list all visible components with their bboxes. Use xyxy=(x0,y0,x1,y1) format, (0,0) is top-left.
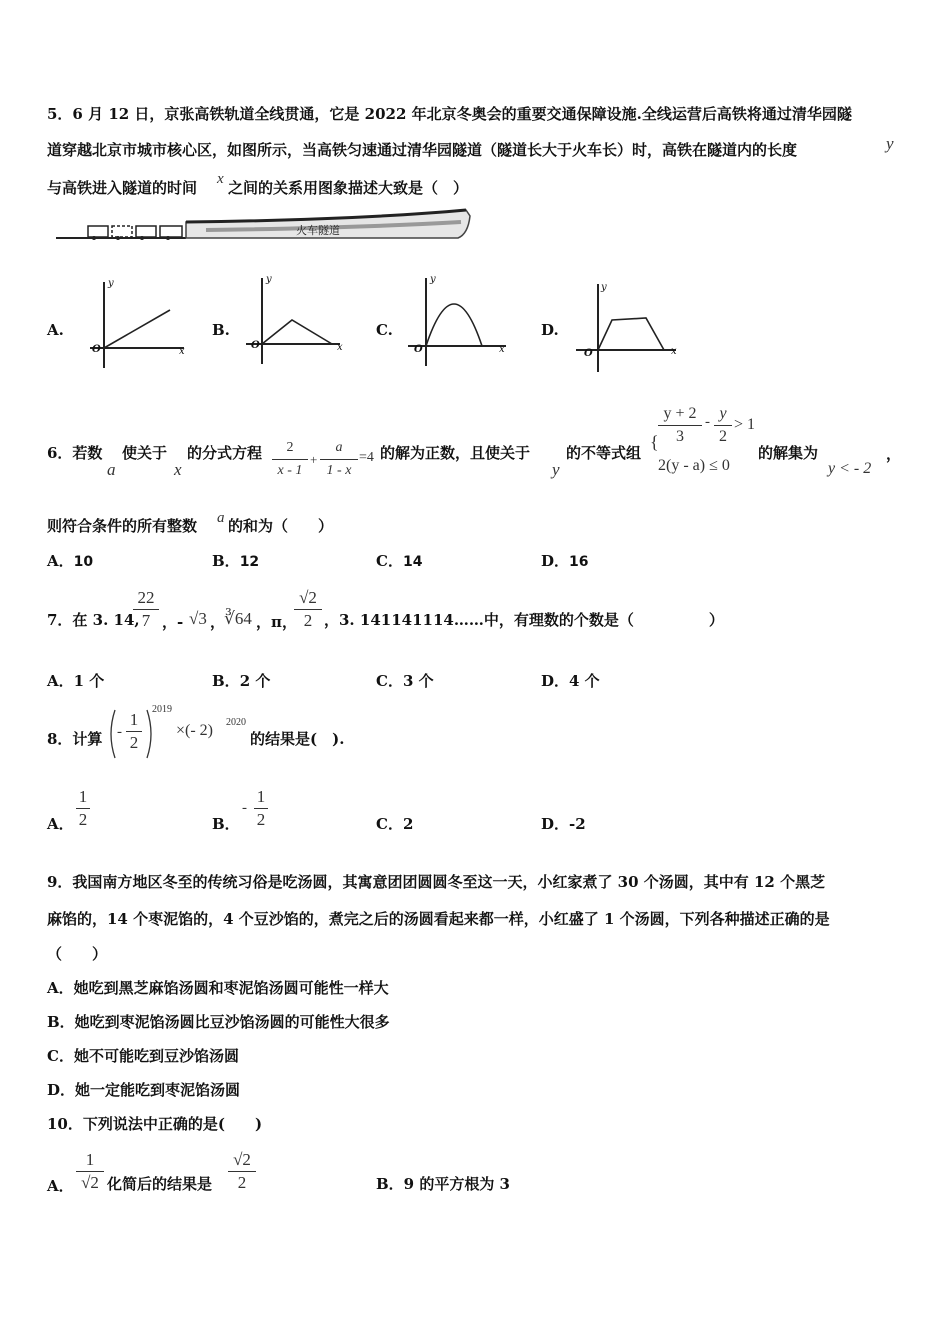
q10-option-b: B．9 的平方根为 3 xyxy=(376,1175,510,1193)
q6-fraction-1 xyxy=(272,438,308,481)
q6-eq4: =4 xyxy=(359,450,374,465)
q5-graph-b xyxy=(242,272,352,368)
q6-text-2: 使关于 xyxy=(122,444,168,462)
q6-option-a-label: A． xyxy=(47,552,74,570)
q5-graph-b-x: x xyxy=(337,342,343,353)
q10-option-a-num: 1 xyxy=(85,1150,95,1169)
q7-option-c xyxy=(376,670,434,691)
q10-stem: 10．下列说法中正确的是( ) xyxy=(47,1115,263,1133)
q8-minus: - xyxy=(117,724,122,740)
q7-option-d xyxy=(541,670,600,691)
q6-f1-den: x - 1 xyxy=(277,463,303,478)
q5-var-y: y xyxy=(886,134,894,153)
q6-brace: { xyxy=(650,432,659,452)
q10-option-a-label: A． xyxy=(47,1177,74,1195)
q9-option-d: D．她一定能吃到枣泥馅汤圆 xyxy=(47,1081,241,1099)
q8-option-d-value: -2 xyxy=(569,815,586,833)
q7-option-a xyxy=(47,670,104,691)
q8-times: ×(- 2) xyxy=(176,722,214,739)
q6-option-b-value: 12 xyxy=(239,554,260,570)
q5-graph-a-o: O xyxy=(92,344,101,355)
q6-option-a xyxy=(47,550,93,571)
q7-option-d-label: D． xyxy=(541,672,570,690)
q6-option-c-value: 14 xyxy=(402,554,423,570)
q8-option-c xyxy=(376,813,413,834)
q5-graph-c-y: y xyxy=(430,274,436,285)
q8-option-c-value: 2 xyxy=(402,815,414,833)
q7-option-b-label: B． xyxy=(212,672,240,690)
q9-line1: 9．我国南方地区冬至的传统习俗是吃汤圆，其寓意团团圆圆冬至这一天，小红家煮了 30 个汤圆，其中有 12 个黑芝 xyxy=(47,873,826,891)
q8-option-d-label: D． xyxy=(541,815,570,833)
q6-option-b-label: B． xyxy=(212,552,240,570)
q9-option-a: A．她吃到黑芝麻馅汤圆和枣泥馅汤圆可能性一样大 xyxy=(47,979,389,997)
q8-text-2: 的结果是( ). xyxy=(250,730,345,748)
q7-f2-num: √2 xyxy=(299,588,317,607)
q5-line2: 道穿越北京市城市核心区，如图所示，当高铁匀速通过清华园隧道（隧道长大于火车长）时，高铁在隧道内的长度 xyxy=(47,141,798,159)
q7-cbrt64: ∛64 xyxy=(224,609,252,628)
q6-option-c-label: C． xyxy=(376,552,403,570)
q9-option-c: C．她不可能吃到豆沙馅汤圆 xyxy=(47,1047,239,1065)
q7-text-1: 7．在 3. 14, xyxy=(47,611,140,629)
q6-sys-gt: > 1 xyxy=(734,416,756,433)
q5-graph-a-x: x xyxy=(179,346,185,357)
q7-option-c-label: C． xyxy=(376,672,403,690)
q6-var-a: a xyxy=(107,460,116,479)
q6-sys-line2: 2(y - a) ≤ 0 xyxy=(658,457,730,474)
q5-graph-b-o: O xyxy=(251,340,260,351)
q5-var-x: x xyxy=(217,171,224,187)
q5-graph-d-y: y xyxy=(601,282,607,293)
q6-text-5: 的不等式组 xyxy=(566,444,642,462)
q6-option-d xyxy=(541,550,589,571)
q10-option-a-fraction xyxy=(76,1150,104,1193)
q6-sys-f2-den: 2 xyxy=(719,428,727,445)
q6-var-y: y xyxy=(552,460,560,479)
q6-sys-f2-num: y xyxy=(719,405,727,422)
q8-option-a-den: 2 xyxy=(78,810,88,829)
q5-graph-c-x: x xyxy=(499,344,505,355)
q8-f-num: 1 xyxy=(129,710,139,729)
q7-text-5: ，3. 141141114……中，有理数的个数是（ ） xyxy=(324,611,724,629)
q6-option-c xyxy=(376,550,422,571)
q8-option-b-num: 1 xyxy=(256,787,266,806)
q9-option-b: B．她吃到枣泥馅汤圆比豆沙馅汤圆的可能性大很多 xyxy=(47,1013,390,1031)
q6-var-a2: a xyxy=(217,510,225,526)
q8-option-b-fraction xyxy=(254,787,268,830)
tunnel-figure xyxy=(56,208,472,248)
q8-option-c-label: C． xyxy=(376,815,403,833)
q5-line3a: 与高铁进入隧道的时间 xyxy=(47,179,198,197)
q10-option-a-text: 化简后的结果是 xyxy=(107,1175,213,1193)
q5-option-c-label: C. xyxy=(376,321,393,339)
q7-option-a-label: A． xyxy=(47,672,74,690)
q7-f-den: 7 xyxy=(141,611,151,630)
q8-option-a-num: 1 xyxy=(78,787,88,806)
q6-line2b: 的和为（ ） xyxy=(228,517,334,535)
q7-f2-den: 2 xyxy=(303,611,313,630)
q9-line3: （ ） xyxy=(47,945,108,963)
q8-option-a-fraction xyxy=(76,787,90,830)
q6-line2a: 则符合条件的所有整数 xyxy=(47,517,198,535)
q7-option-d-value: 4 个 xyxy=(569,672,600,690)
q8-f-den: 2 xyxy=(129,733,139,752)
q5-graph-a xyxy=(84,276,194,372)
tunnel-label: 火车隧道 xyxy=(296,224,340,237)
q6-sys-f1-den: 3 xyxy=(676,428,684,445)
q10-option-a-res-den: 2 xyxy=(237,1173,247,1192)
q8-exp1: 2019 xyxy=(152,704,172,715)
q7-text-2: ，- xyxy=(162,613,184,631)
q6-text-4: 的解为正数，且使关于 xyxy=(380,444,531,462)
q6-fraction-2 xyxy=(320,438,358,481)
q6-sys-f1-num: y + 2 xyxy=(663,405,697,422)
q6-sys-minus: - xyxy=(705,414,710,430)
q7-option-c-value: 3 个 xyxy=(402,672,434,690)
q8-option-b-den: 2 xyxy=(256,810,266,829)
q5-line3b: 之间的关系用图象描述大致是（ ） xyxy=(228,179,469,197)
q6-sys-frac-2 xyxy=(714,404,732,447)
q5-graph-d xyxy=(574,278,686,374)
q7-sqrt3: √3 xyxy=(189,609,207,628)
q7-fraction-sqrt2-2 xyxy=(294,588,322,631)
q5-graph-c-o: O xyxy=(414,344,423,355)
q6-option-b xyxy=(212,550,259,571)
q10-option-a-res-num: √2 xyxy=(233,1150,251,1169)
q6-f2-num: a xyxy=(335,440,343,455)
q5-option-b-label: B. xyxy=(212,321,230,339)
q8-option-d xyxy=(541,813,586,834)
q6-text-3: 的分式方程 xyxy=(187,444,263,462)
q7-f-num: 22 xyxy=(137,588,155,607)
q6-text-6: 的解集为 xyxy=(758,444,819,462)
q6-f1-num: 2 xyxy=(286,440,294,455)
q5-option-a-label: A. xyxy=(47,321,64,339)
q7-option-b-value: 2 个 xyxy=(239,672,271,690)
q8-option-b-sign: - xyxy=(242,800,247,816)
q5-line1: 5．6 月 12 日，京张高铁轨道全线贯通，它是 2022 年北京冬奥会的重要交通保障设施.全线运营后高铁将通过清华园隧 xyxy=(47,105,852,123)
q6-var-x: x xyxy=(174,460,182,479)
q8-text-1: 8．计算 xyxy=(47,730,103,748)
q5-graph-b-y: y xyxy=(266,274,272,285)
q6-option-d-value: 16 xyxy=(569,554,589,570)
q6-plus: + xyxy=(310,452,318,467)
q7-fraction-22-7 xyxy=(133,588,159,631)
q7-text-3: ， xyxy=(210,613,226,631)
q6-solution: y < - 2 xyxy=(828,460,872,477)
q10-option-a-den: √2 xyxy=(81,1173,99,1192)
q6-option-d-label: D． xyxy=(541,552,570,570)
q7-text-4: ，π， xyxy=(256,613,297,631)
q6-comma: ， xyxy=(886,445,902,463)
q6-sys-frac-1 xyxy=(658,404,702,447)
q6-text-1: 6．若数 xyxy=(47,444,103,462)
q7-option-a-value: 1 个 xyxy=(73,672,105,690)
q6-f2-den: 1 - x xyxy=(326,463,352,478)
q5-graph-a-y: y xyxy=(108,278,114,289)
q5-option-d-label: D. xyxy=(541,321,559,339)
q9-line2: 麻馅的，14 个枣泥馅的，4 个豆沙馅的，煮完之后的汤圆看起来都一样，小红盛了 1 个汤圆，下列各种描述正确的是 xyxy=(47,910,830,928)
q6-option-a-value: 10 xyxy=(73,554,94,570)
q8-option-b-label: B． xyxy=(212,815,240,833)
q8-fraction xyxy=(126,710,142,753)
q10-option-a-result xyxy=(228,1150,256,1193)
q5-graph-d-x: x xyxy=(671,346,677,357)
q5-graph-d-o: O xyxy=(584,348,593,359)
q7-option-b xyxy=(212,670,270,691)
q8-exp2: 2020 xyxy=(226,717,246,728)
q8-option-a-label: A． xyxy=(47,815,74,833)
